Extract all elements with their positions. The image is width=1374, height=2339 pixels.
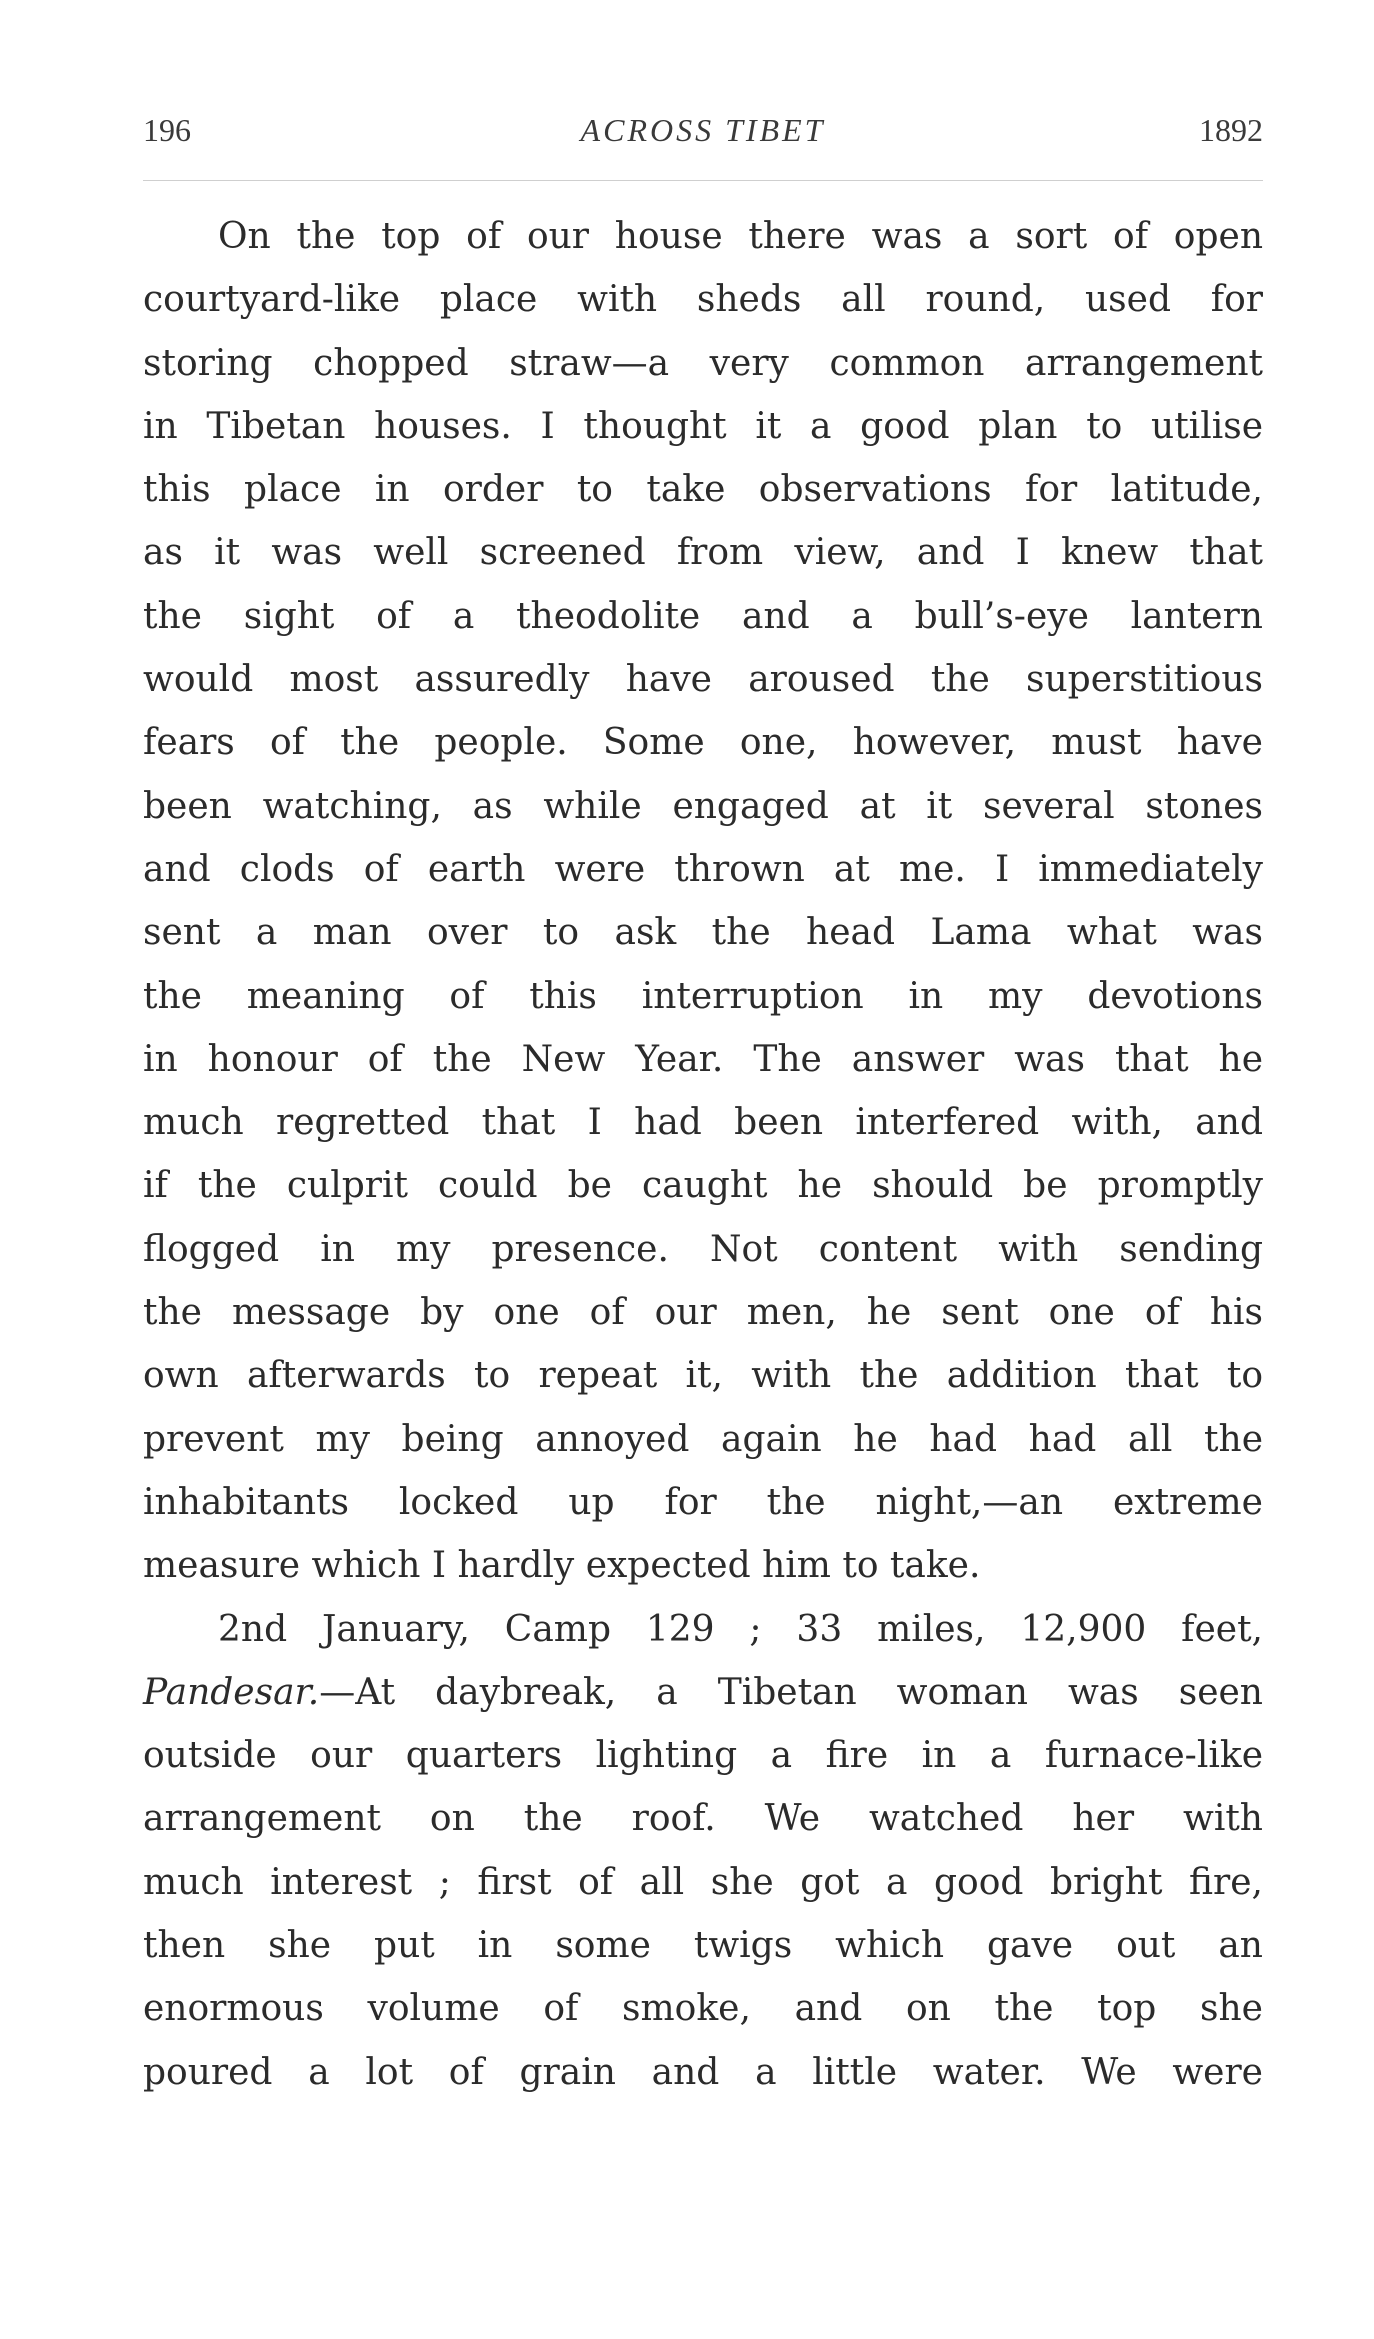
running-head <box>143 112 1263 162</box>
text-line: outside our quarters lighting a fire in a furnace-like <box>143 1735 1263 1777</box>
text-fragment: —At daybreak, a Tibetan woman was seen <box>319 1671 1263 1713</box>
text-line: enormous volume of smoke, and on the top she <box>143 1988 1263 2030</box>
text-line: been watching, as while engaged at it several stones <box>143 785 1263 827</box>
text-line: fears of the people. Some one, however, must have <box>143 722 1263 764</box>
text-line: as it was well screened from view, and I knew that <box>143 532 1263 574</box>
text-line: the meaning of this interruption in my devotions <box>143 975 1263 1017</box>
text-line: sent a man over to ask the head Lama what was <box>143 912 1263 954</box>
page-number: 196 <box>143 112 191 148</box>
text-line: On the top of our house there was a sort of open <box>218 216 1263 257</box>
text-line: arrangement on the roof. We watched her with <box>143 1798 1263 1840</box>
body-text <box>143 205 1263 2104</box>
text-line: own afterwards to repeat it, with the addition that to <box>143 1355 1263 1397</box>
text-line: much regretted that I had been interfered with, and <box>143 1102 1263 1144</box>
text-line: measure which I hardly expected him to take. <box>143 1545 981 1587</box>
place-name: Pandesar. <box>143 1671 320 1713</box>
book-title: ACROSS TIBET <box>580 112 826 148</box>
paragraph-2 <box>143 1598 1263 2104</box>
year-marker: 1892 <box>1199 112 1263 148</box>
text-line: then she put in some twigs which gave out an <box>143 1925 1263 1967</box>
diary-heading: 2nd January, Camp 129 ; 33 miles, 12,900 feet, <box>218 1608 1263 1650</box>
text-line: poured a lot of grain and a little water. We were <box>143 2051 1263 2093</box>
text-line <box>143 1661 1263 1724</box>
text-line: storing chopped straw—a very common arrangement <box>143 342 1263 384</box>
text-line: and clods of earth were thrown at me. I immediately <box>143 848 1263 890</box>
text-line: much interest ; first of all she got a good bright fire, <box>143 1861 1263 1903</box>
text-line: the message by one of our men, he sent one of his <box>143 1292 1263 1334</box>
text-line: in honour of the New Year. The answer was that he <box>143 1038 1263 1080</box>
text-line: in Tibetan houses. I thought it a good plan to utilise <box>143 405 1263 447</box>
text-line: courtyard-like place with sheds all round, used for <box>143 279 1263 321</box>
text-line: inhabitants locked up for the night,—an extreme <box>143 1481 1263 1523</box>
text-line: would most assuredly have aroused the superstitious <box>143 659 1263 701</box>
text-line: the sight of a theodolite and a bull’s-eye lantern <box>143 595 1263 637</box>
text-line: prevent my being annoyed again he had had all the <box>143 1418 1263 1460</box>
text-line: flogged in my presence. Not content with sending <box>143 1228 1263 1270</box>
text-line: if the culprit could be caught he should be promptly <box>143 1165 1263 1207</box>
paragraph-1 <box>143 205 1263 1598</box>
text-line: this place in order to take observations for latitude, <box>143 469 1263 511</box>
header-rule <box>143 180 1263 181</box>
